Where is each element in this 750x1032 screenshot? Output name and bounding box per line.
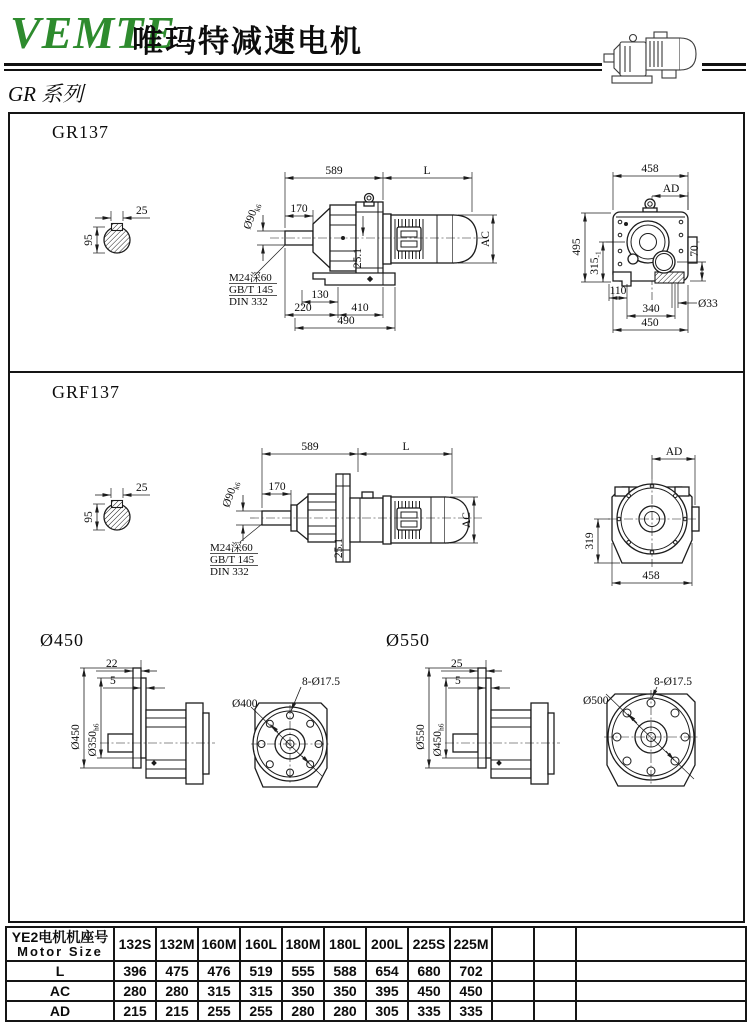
gr137-technical-drawing [8, 112, 745, 371]
gearmotor-icon [602, 24, 702, 90]
svg-text:GB/T 145: GB/T 145 [229, 284, 274, 296]
gr137-end-view [571, 163, 718, 333]
svg-text:GB/T 145: GB/T 145 [210, 554, 255, 566]
table-row-L [6, 961, 746, 981]
dim-label-220: 220 [294, 302, 312, 314]
table-cell: 475 [156, 961, 198, 981]
table-cell: 680 [408, 961, 450, 981]
table-cell: 476 [198, 961, 240, 981]
gr137-thread-note [229, 245, 285, 308]
table-cell: 335 [408, 1001, 450, 1021]
dim-label-589: 589 [301, 441, 319, 453]
dim-label-170: 170 [268, 481, 286, 493]
flange550-front-view [583, 676, 698, 786]
table-cell: 280 [324, 1001, 366, 1021]
empty-cell [576, 961, 746, 981]
header-rule-bottom-left [4, 69, 608, 71]
column-header: 180M [282, 927, 324, 961]
section-label-flange450: Ø450 [40, 630, 84, 650]
flange450-front-view [232, 676, 340, 787]
svg-text:DIN 332: DIN 332 [229, 296, 268, 308]
empty-cell [534, 981, 576, 1001]
flange-drawings [8, 620, 745, 921]
table-cell: 315 [240, 981, 282, 1001]
dim-label-25-1: 25.1 [333, 537, 345, 559]
empty-cell [534, 927, 576, 961]
dim-label-shaft-dia: $Ø90_{k6}$ [241, 202, 264, 232]
empty-cell [492, 981, 534, 1001]
dim-label-315: $315_{-1}$ [589, 251, 603, 275]
svg-text:M24深60: M24深60 [229, 272, 272, 284]
column-header: 180L [324, 927, 366, 961]
table-row-AC [6, 981, 746, 1001]
brand-logo: VEMTE [10, 7, 177, 58]
section-label-gr137: GR137 [52, 122, 110, 142]
table-row-AD [6, 1001, 746, 1021]
table-cell: 280 [114, 981, 156, 1001]
dim-label-340: 340 [642, 303, 660, 315]
grf137-thread-note [210, 524, 262, 578]
table-cell: 450 [408, 981, 450, 1001]
row-label: AD [6, 1001, 114, 1021]
dim-label-o33: Ø33 [698, 298, 718, 310]
table-header-en: Motor Size [17, 943, 103, 959]
table-header-motor-size [6, 927, 114, 961]
section-label-flange550: Ø550 [386, 630, 430, 650]
table-cell: 396 [114, 961, 156, 981]
column-header: 160M [198, 927, 240, 961]
table-cell: 519 [240, 961, 282, 981]
dim-label-25-1: 25.1 [352, 247, 364, 269]
dim-label-490: 490 [337, 315, 355, 327]
table-cell: 588 [324, 961, 366, 981]
row-label: L [6, 961, 114, 981]
table-cell: 305 [366, 1001, 408, 1021]
dim-label-o550: Ø550 [415, 724, 427, 750]
table-cell: 280 [156, 981, 198, 1001]
table-cell: 395 [366, 981, 408, 1001]
dim-label-5: 5 [455, 675, 461, 687]
dim-label-450: 450 [641, 317, 659, 329]
column-header: 225S [408, 927, 450, 961]
dim-label-8-o17-5: 8-Ø17.5 [654, 676, 693, 688]
dim-label-o500: Ø500 [583, 695, 609, 707]
dim-label-8-o17-5: 8-Ø17.5 [302, 676, 341, 688]
empty-cell [492, 961, 534, 981]
table-cell: 280 [282, 1001, 324, 1021]
dim-label-AC: AC [461, 512, 473, 528]
gr137-side-view [229, 165, 497, 331]
table-cell: 335 [450, 1001, 492, 1021]
dim-label-AD: AD [665, 446, 683, 458]
table-cell: 350 [282, 981, 324, 1001]
table-header-cn: YE2电机机座号 [11, 928, 109, 945]
table-cell: 315 [198, 981, 240, 1001]
empty-cell [576, 1001, 746, 1021]
grf137-end-view [584, 446, 699, 586]
svg-text:M24深60: M24深60 [210, 542, 253, 554]
dim-label-o400: Ø400 [232, 698, 258, 710]
column-header: 160L [240, 927, 282, 961]
table-cell: 255 [198, 1001, 240, 1021]
dim-label-110: 110 [609, 285, 627, 297]
dim-label-458: 458 [642, 570, 660, 582]
empty-cell [492, 927, 534, 961]
page-title: 唯玛特减速电机 [132, 24, 363, 59]
dim-label-130: 130 [311, 289, 329, 301]
table-cell: 450 [450, 981, 492, 1001]
dim-label-shaftdia95: 95 [83, 234, 95, 246]
column-header: 132M [156, 927, 198, 961]
table-cell: 215 [114, 1001, 156, 1021]
table-cell: 350 [324, 981, 366, 1001]
header-rule-top-left [4, 63, 608, 66]
dim-label-o450: Ø450 [70, 724, 82, 750]
flange550-side-view [415, 658, 560, 784]
dim-label-o450h6: $Ø450_{h6}$ [432, 723, 446, 757]
dim-label-25: 25 [451, 658, 463, 670]
section-label-grf137: GRF137 [52, 382, 121, 402]
grf137-technical-drawing [8, 371, 745, 620]
dim-label-shaft-dia: $Ø90_{k6}$ [220, 480, 243, 510]
table-header-row [6, 927, 746, 961]
dim-label-shaftdia95: 95 [83, 511, 95, 523]
table-cell: 555 [282, 961, 324, 981]
column-header: 200L [366, 927, 408, 961]
dim-label-22: 22 [106, 658, 118, 670]
dim-label-458: 458 [641, 163, 659, 175]
dim-label-170: 170 [290, 203, 308, 215]
dim-label-AC: AC [480, 231, 492, 247]
dim-label-AD: AD [662, 183, 680, 195]
motor-dimension-table [5, 926, 747, 1022]
empty-cell [576, 927, 746, 961]
grf137-shaft-cross-section [83, 482, 150, 530]
grf137-side-view [210, 441, 482, 578]
svg-text:DIN 332: DIN 332 [210, 566, 249, 578]
column-header: 132S [114, 927, 156, 961]
empty-cell [492, 1001, 534, 1021]
gr137-shaft-cross-section [83, 205, 150, 253]
dim-label-L: L [423, 165, 431, 177]
dim-label-o350h6: $Ø350_{h6}$ [87, 723, 101, 757]
flange450-side-view [70, 658, 215, 784]
empty-cell [576, 981, 746, 1001]
dim-label-70: 70 [689, 245, 701, 257]
series-label: GR 系列 [8, 82, 84, 106]
table-cell: 702 [450, 961, 492, 981]
column-header: 225M [450, 927, 492, 961]
dim-label-410: 410 [351, 302, 369, 314]
dim-label-keywidth: 25 [136, 205, 148, 217]
table-cell: 654 [366, 961, 408, 981]
row-label: AC [6, 981, 114, 1001]
dim-label-5: 5 [110, 675, 116, 687]
table-cell: 255 [240, 1001, 282, 1021]
empty-cell [534, 961, 576, 981]
dim-label-495: 495 [571, 238, 583, 256]
dim-label-319: 319 [584, 532, 596, 550]
empty-cell [534, 1001, 576, 1021]
dim-label-589: 589 [325, 165, 343, 177]
dim-label-L: L [402, 441, 410, 453]
table-cell: 215 [156, 1001, 198, 1021]
dim-label-keywidth: 25 [136, 482, 148, 494]
